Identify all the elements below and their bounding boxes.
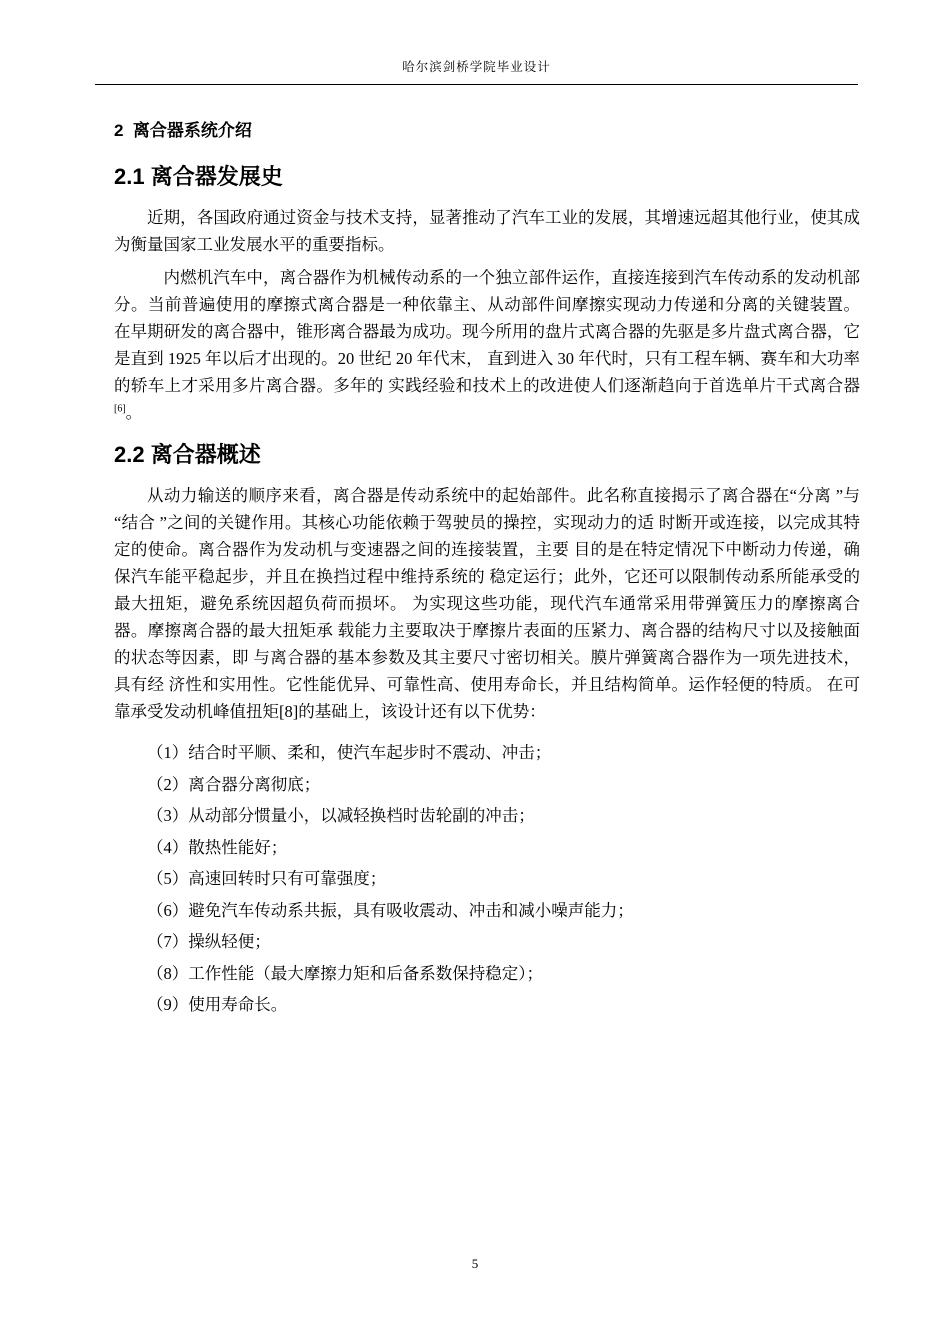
list-item-2: （2）离合器分离彻底； bbox=[147, 774, 321, 794]
list-item-4: （4）散热性能好； bbox=[147, 837, 288, 857]
list-item-1: （1）结合时平顺、柔和，使汽车起步时不震动、冲击； bbox=[147, 743, 552, 762]
section-2-1-paragraph-1: 近期，各国政府通过资金与技术支持，显著推动了汽车工业的发展，其增速远超其他行业，使其成为衡量国家工业发展水平的重要指标。 bbox=[114, 208, 860, 254]
list-item-9: （9）使用寿命长。 bbox=[147, 995, 288, 1014]
advantage-list bbox=[114, 737, 860, 1021]
list-item-7: （7）操纵轻便； bbox=[147, 932, 271, 951]
list-item-6: （6）避免汽车传动系共振，具有吸收震动、冲击和减小噪声能力； bbox=[147, 900, 634, 920]
running-header-title: 哈尔滨剑桥学院毕业设计 bbox=[402, 60, 551, 74]
document-content bbox=[114, 118, 860, 1021]
citation-ref-6: [6] bbox=[114, 403, 126, 415]
header-rule bbox=[95, 84, 858, 85]
section-heading-2-1: 2.1 离合器发展史 bbox=[114, 164, 283, 189]
section-heading-2-2: 2.2 离合器概述 bbox=[114, 442, 261, 467]
page-header bbox=[95, 0, 858, 85]
list-item-8: （8）工作性能（最大摩擦力矩和后备系数保持稳定）； bbox=[147, 963, 543, 983]
section-2-2-paragraph-1: 从动力输送的顺序来看，离合器是传动系统中的起始部件。此名称直接揭示了离合器在“分离 ”与“结合 ”之间的关键作用。其核心功能依赖于驾驶员的操控，实现动力的适 时断开或连接，以完成其特定的使命。离合器作为发动机与变速器之间的连接装置，主要 目的是在特定情况下中断动力传递，确保汽车能平稳起步，并且在换挡过程中维持系统的 稳定运行；此外，它还可以限制传动系所能承受的最大扭矩，避免系统因超负荷而损坏。 为实现这些功能，现代汽车通常采用带弹簧压力的摩擦离合器。摩擦离合器的最大扭矩承 载能力主要取决于摩擦片表面的压紧力、离合器的结构尺寸以及接触面的状态等因素，即 与离合器的基本参数及其主要尺寸密切相关。膜片弹簧离合器作为一项先进技术，具有经 济性和实用性。它性能优异、可靠性高、使用寿命长，并且结构简单。运作轻便的特质。 在可靠承受发动机峰值扭矩[8]的基础上，该设计还有以下优势： bbox=[114, 486, 860, 721]
page-number: 5 bbox=[471, 1256, 479, 1271]
paragraph-text: 内燃机汽车中，离合器作为机械传动系的一个独立部件运作，直接连接到汽车传动系的发动机部分。当前普遍使用的摩擦式离合器是一种依靠主、从动部件间摩擦实现动力传递和分离的关键装置。 在早期研发的离合器中，锥形离合器最为成功。现今所用的盘片式离合器的先驱是多片盘式离合器，它是直到 1925 年以后才出现的。20 世纪 20 年代末， 直到进入 30 年代时，只有工程车辆、赛车和大功率的轿车上才采用多片离合器。多年的 实践经验和技术上的改进使人们逐渐趋向于首选单片干式离合器 bbox=[114, 268, 860, 395]
list-item-3: （3）从动部分惯量小，以减轻换档时齿轮副的冲击； bbox=[147, 806, 535, 825]
paragraph-end: 。 bbox=[125, 403, 143, 422]
page-footer bbox=[0, 1256, 950, 1272]
section-2-1-paragraph-2 bbox=[114, 264, 860, 426]
chapter-heading: 2 离合器系统介绍 bbox=[114, 121, 252, 140]
list-item-5: （5）高速回转时只有可靠强度； bbox=[147, 869, 387, 888]
